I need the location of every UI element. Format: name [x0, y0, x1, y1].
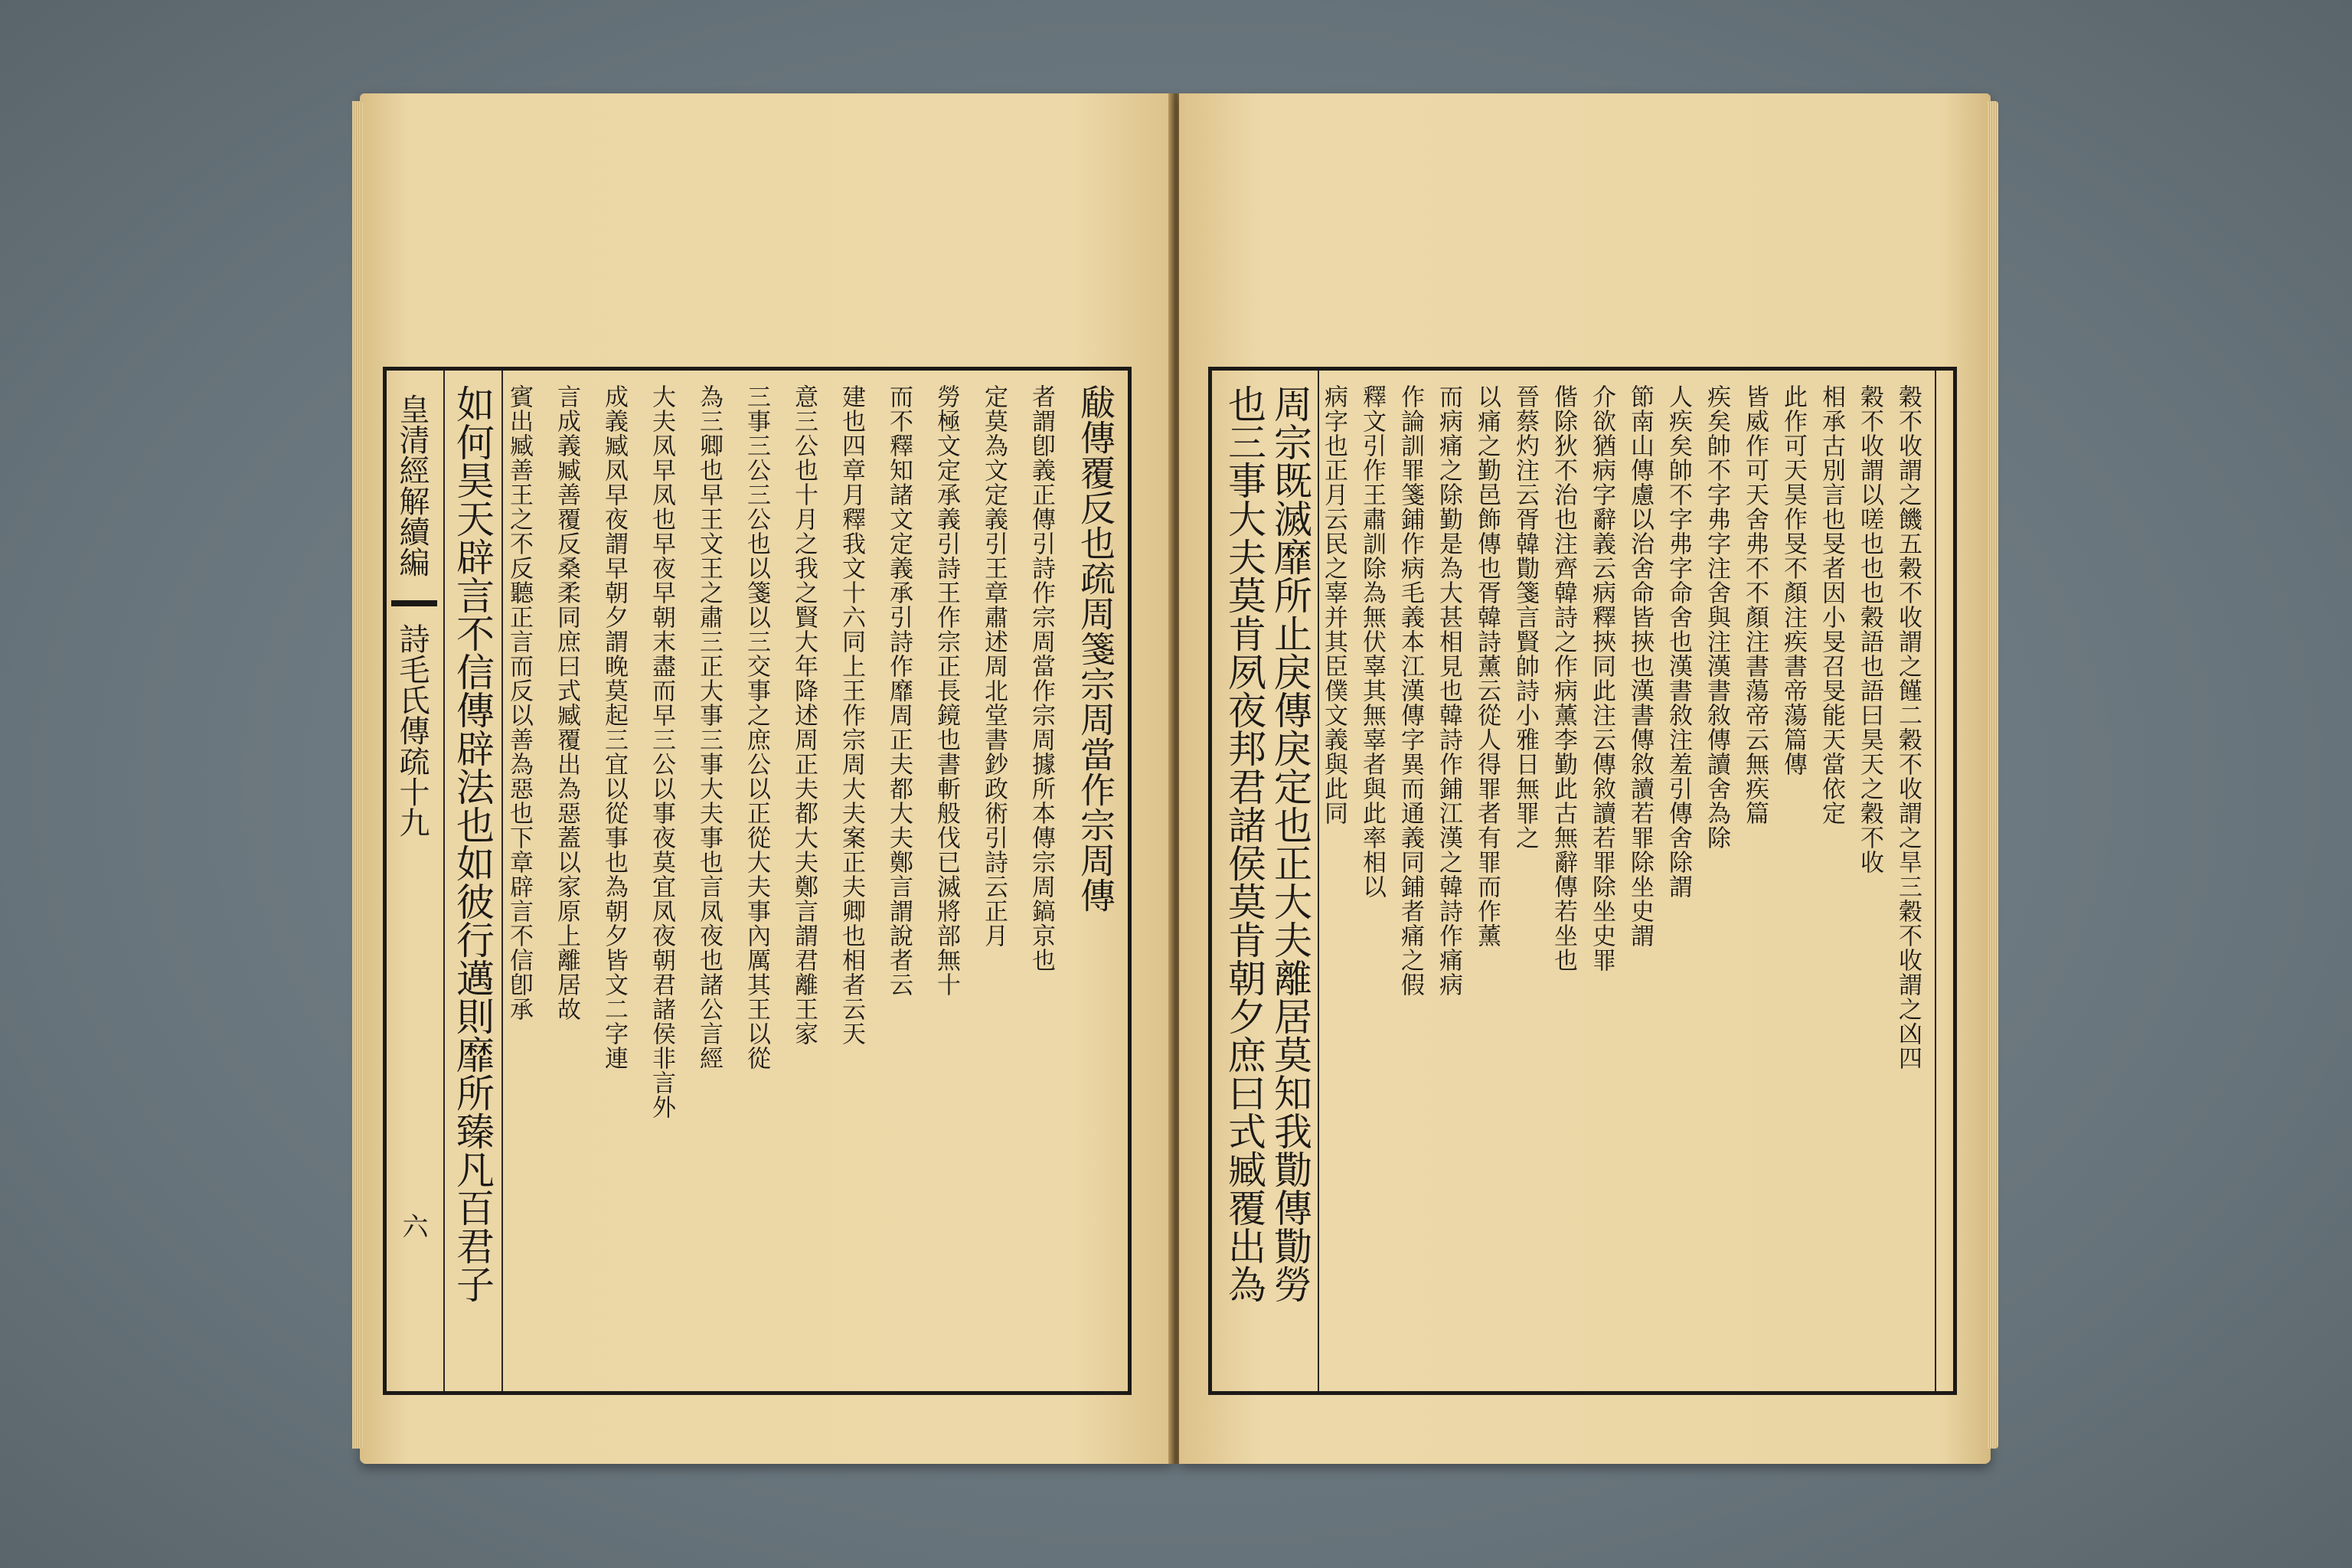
- note-column: 言成義臧善覆反桑柔同庶曰式臧覆出為惡蓋以家原上離居故: [553, 384, 580, 1021]
- note-column: 意三公也十月之我之賢大年降述周正夫都大夫鄭言謂君離王家: [790, 384, 818, 1046]
- margin-leaf-number: 六: [397, 1213, 428, 1239]
- note-column: 賓出臧善王之不反聽正言而反以善為惡也下章辟言不信卽承: [505, 384, 533, 1021]
- note-column: 此作可天昊作旻不顏注疾書帝蕩篇傳: [1779, 384, 1807, 776]
- main-text-column: 周宗既滅靡所止戾傳戾定也正大夫離居莫知我勩傳勩勞: [1268, 384, 1312, 1303]
- note-column: 而病痛之除勤是為大甚相見也韓詩作鋪江漢之韓詩作痛病: [1435, 384, 1462, 997]
- right-frame: [1208, 367, 1957, 1395]
- left-page-edge: [352, 101, 363, 1449]
- main-text-column: 也三事大夫莫肯夙夜邦君諸侯莫肯朝夕庶曰式臧覆出為: [1222, 384, 1266, 1303]
- note-column: 疾矣帥不字弗字注舍與注漢書敘傳讀舍為除: [1703, 384, 1730, 850]
- margin-divider: [443, 371, 445, 1391]
- main-text-column: 如何昊天辟言不信傳辟法也如彼行邁則靡所臻凡百君子: [450, 384, 495, 1303]
- note-column: 而不釋知諸文定義承引詩作靡周正夫都大夫鄭言謂說者云: [885, 384, 913, 997]
- margin-fishtail: [391, 600, 437, 606]
- note-column: 者謂卽義正傳引詩作宗周當作宗周據所本傳宗周鎬京也: [1027, 384, 1055, 972]
- note-column: 病字也正月云民之辜并其臣僕文義與此同: [1320, 384, 1348, 825]
- note-column: 定莫為文定義引王章肅述周北堂書鈔政術引詩云正月: [980, 384, 1008, 948]
- note-column: 為三卿也早王文王之肅三正大事三事大夫事也言凤夜也諸公言經: [695, 384, 723, 1070]
- note-column: 成義臧凤早夜謂早朝夕謂晚莫起三宜以從事也為朝夕皆文二字連: [600, 384, 628, 1070]
- note-column: 作論訓罪箋鋪作病毛義本江漢傳字異而通義同鋪者痛之假: [1396, 384, 1424, 997]
- open-book: [360, 93, 1991, 1472]
- margin-divider: [1935, 371, 1936, 1391]
- margin-juan: 詩毛氏傳疏十九: [394, 623, 430, 838]
- note-column: 偕除狄不治也注齊韓詩之作病薰李勤此古無辭傳若坐也: [1550, 384, 1577, 972]
- note-column: 穀不收謂之饑五穀不收謂之饉二穀不收謂之旱三穀不收謂之凶四: [1894, 384, 1922, 1070]
- column-divider: [501, 371, 503, 1391]
- column-divider: [1318, 371, 1319, 1391]
- note-column: 三事三公三公也以箋以三交事之庶公以正從大夫事內厲其王以從: [743, 384, 770, 1070]
- note-column: 介欲猶病字辭義云病釋挾同此注云傳敘讀若罪除坐史罪: [1588, 384, 1615, 972]
- note-column: 穀不收謂以嗟也也也穀語也語曰昊天之穀不收: [1856, 384, 1883, 874]
- note-column: 皆威作可天舍弗不不顏注書蕩帝云無疾篇: [1741, 384, 1769, 825]
- left-frame: [383, 367, 1132, 1395]
- right-page-edge: [1988, 101, 1998, 1449]
- note-column: 晉蔡灼注云胥韓勩箋言賢帥詩小雅日無罪之: [1511, 384, 1539, 850]
- header-text-column: 瞂傳覆反也疏周箋宗周當作宗周傳: [1075, 384, 1116, 913]
- left-page: [360, 93, 1173, 1464]
- note-column: 勞極文定承義引詩王作宗正長鏡也書斬般伐已滅將部無十: [933, 384, 960, 997]
- note-column: 建也四章月釋我文十六同上王作宗周大夫案正夫卿也相者云天: [838, 384, 865, 1046]
- left-margin-column: [387, 371, 442, 1391]
- note-column: 人疾矣帥不字弗字命舍也漢書敘注羞引傳舍除謂: [1664, 384, 1692, 899]
- margin-title: 皇清經解續編: [394, 394, 430, 577]
- note-column: 相承古別言也旻者因小旻召旻能天當依定: [1818, 384, 1845, 825]
- note-column: 以痛之勤邑飾傳也胥韓詩薰云從人得罪者有罪而作薰: [1473, 384, 1501, 948]
- note-column: 釋文引作王肅訓除為無伏辜其無辜者與此率相以: [1358, 384, 1386, 899]
- right-margin-column: [1938, 371, 1953, 1391]
- note-column: 節南山傳慮以治舍命皆挾也漢書傳敘讀若罪除坐史謂: [1626, 384, 1654, 948]
- note-column: 大夫凤早凤也早夜早朝末盡而早三公以事夜莫宜凤夜朝君諸侯非言外: [648, 384, 675, 1119]
